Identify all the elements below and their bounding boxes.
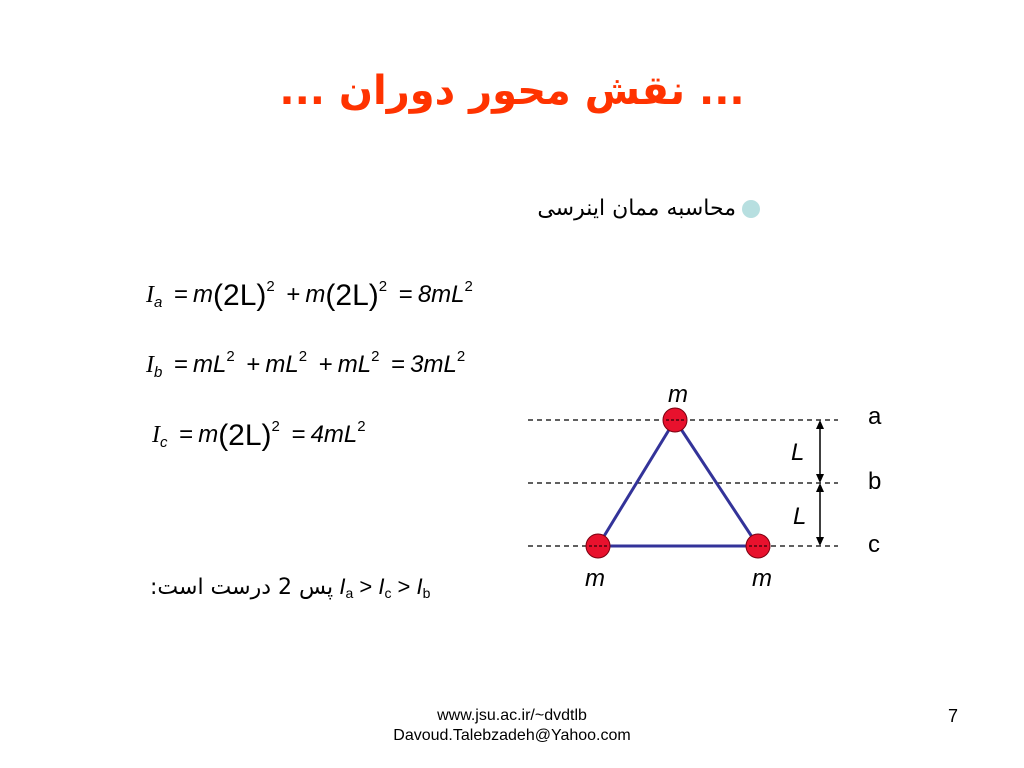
axis-b-label: b <box>868 468 882 495</box>
footer-url: www.jsu.ac.ir/~dvdtlb <box>437 707 587 724</box>
equation-ib: $I_b = mL^2 + mL^2 + mL^2 = 3mL^2$ <box>146 348 466 381</box>
axis-a-label: a <box>868 403 882 430</box>
dim-lower-label: L <box>793 503 807 530</box>
conclusion: پس 2 درست است: $I_a > I_c > I_b$ <box>150 574 431 601</box>
mass-left-label: m <box>585 565 605 592</box>
mass-top-label: m <box>668 381 688 408</box>
footer-email: Davoud.Talebzadeh@Yahoo.com <box>393 727 631 744</box>
conclusion-persian: پس 2 درست است: <box>150 575 334 600</box>
equation-ia: $I_a = m(2L)^2 + m(2L)^2 = 8mL^2$ <box>146 278 473 312</box>
footer <box>0 706 1024 746</box>
bullet-text: محاسبه ممان اینرسی <box>537 196 736 221</box>
slide-title: ... نقش محور دوران ... <box>279 68 745 114</box>
equation-ic: $I_c = m(2L)^2 = 4mL^2$ <box>152 418 366 452</box>
dim-upper-label: L <box>791 439 805 466</box>
mass-right-label: m <box>752 565 772 592</box>
page-number: 7 <box>948 706 959 726</box>
axis-c-label: c <box>868 531 880 558</box>
